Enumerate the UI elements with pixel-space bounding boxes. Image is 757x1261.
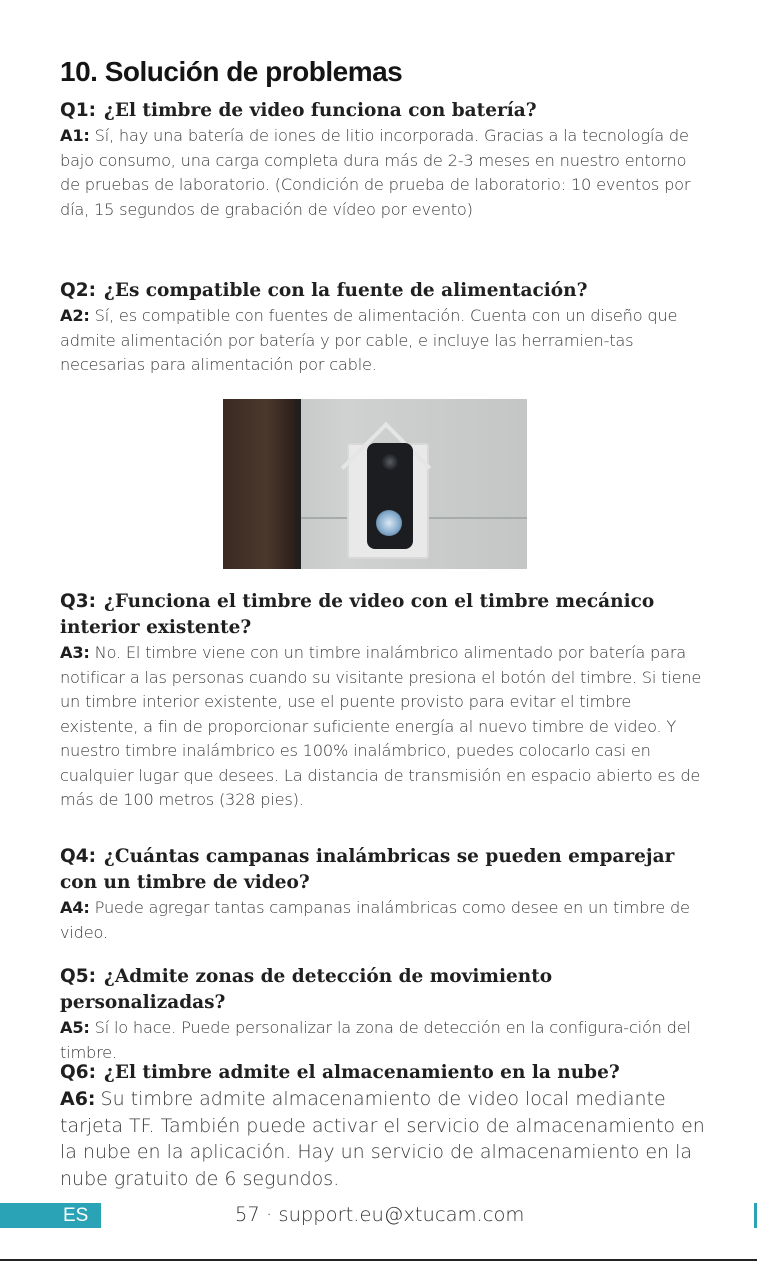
answer-number: A1: [60, 126, 90, 145]
question-text: ¿El timbre admite el almacenamiento en la nube? [104, 1062, 620, 1083]
faq-item-4 [60, 844, 705, 945]
page-footer: 57 · support.eu@xtucam.com [235, 1203, 525, 1226]
faq-item-1 [60, 98, 705, 222]
answer-text: Su timbre admite almacenamiento de video local mediante tarjeta TF. También puede activar el servicio de almacenamiento en la nube en la aplicación. Hay un servicio de almacenamiento en la nube gratuito de 6 segundos. [60, 1088, 705, 1190]
question-6 [60, 1060, 705, 1086]
faq-item-5 [60, 964, 705, 1065]
answer-number: A3: [60, 643, 90, 662]
door-panel [223, 399, 295, 569]
door-frame [295, 399, 301, 569]
question-3 [60, 589, 705, 641]
page-title: 10. Solución de problemas [60, 56, 403, 87]
answer-number: A2: [60, 306, 90, 325]
video-doorbell-photo [223, 399, 527, 569]
answer-4 [60, 896, 705, 945]
question-1 [60, 98, 705, 124]
answer-text: No. El timbre viene con un timbre inalámbrico alimentado por batería para notificar a las personas cuando su visitante presiona el botón del timbre. Si tiene un timbre interior existente, use el puente provisto para evitar el timbre existente, a fin de proporcionar suficiente energía al nuevo timbre de video. Y nuestro timbre inalámbrico es 100% inalámbrico, puedes colocarlo casi en cualquier lugar que desees. La distancia de transmisión en espacio abierto es de más de 100 metros (328 pies). [60, 643, 702, 809]
question-4 [60, 844, 705, 896]
question-number: Q3: [60, 591, 96, 612]
faq-item-3 [60, 589, 705, 813]
answer-2 [60, 304, 705, 378]
answer-number: A6: [60, 1088, 96, 1110]
answer-5 [60, 1016, 705, 1065]
question-text: ¿Cuántas campanas inalámbricas se pueden emparejar con un timbre de video? [60, 846, 675, 893]
faq-item-2 [60, 278, 705, 378]
question-text: ¿Es compatible con la fuente de alimentación? [104, 280, 588, 301]
question-number: Q1: [60, 100, 96, 121]
answer-text: Sí, hay una batería de iones de litio incorporada. Gracias a la tecnología de bajo consumo, una carga completa dura más de 2-3 meses en nuestro entorno de pruebas de laboratorio. (Condición de prueba de laboratorio: 10 eventos por día, 15 segundos de grabación de vídeo por evento) [60, 126, 691, 219]
language-tab [0, 1203, 101, 1228]
language-label: ES [63, 1205, 89, 1226]
question-text: ¿Admite zonas de detección de movimiento personalizadas? [60, 966, 553, 1013]
camera-lens-icon [381, 453, 399, 471]
answer-3 [60, 641, 705, 813]
answer-6 [60, 1086, 705, 1192]
question-2 [60, 278, 705, 304]
question-text: ¿Funciona el timbre de video con el timbre mecánico interior existente? [60, 591, 655, 638]
question-number: Q2: [60, 280, 96, 301]
answer-number: A5: [60, 1018, 90, 1037]
answer-text: Sí lo hace. Puede personalizar la zona de detección en la configura-ción del timbre. [60, 1018, 691, 1062]
answer-number: A4: [60, 898, 90, 917]
question-text: ¿El timbre de video funciona con batería? [104, 100, 537, 121]
question-number: Q6: [60, 1062, 96, 1083]
doorbell-button-icon [376, 510, 402, 536]
faq-item-6 [60, 1060, 705, 1192]
question-5 [60, 964, 705, 1016]
question-number: Q4: [60, 846, 96, 867]
answer-text: Sí, es compatible con fuentes de alimentación. Cuenta con un diseño que admite alimentación por batería y por cable, e incluye las herramien-tas necesarias para alimentación por cable. [60, 306, 678, 374]
question-number: Q5: [60, 966, 96, 987]
answer-1 [60, 124, 705, 222]
answer-text: Puede agregar tantas campanas inalámbricas como desee en un timbre de video. [60, 898, 690, 942]
